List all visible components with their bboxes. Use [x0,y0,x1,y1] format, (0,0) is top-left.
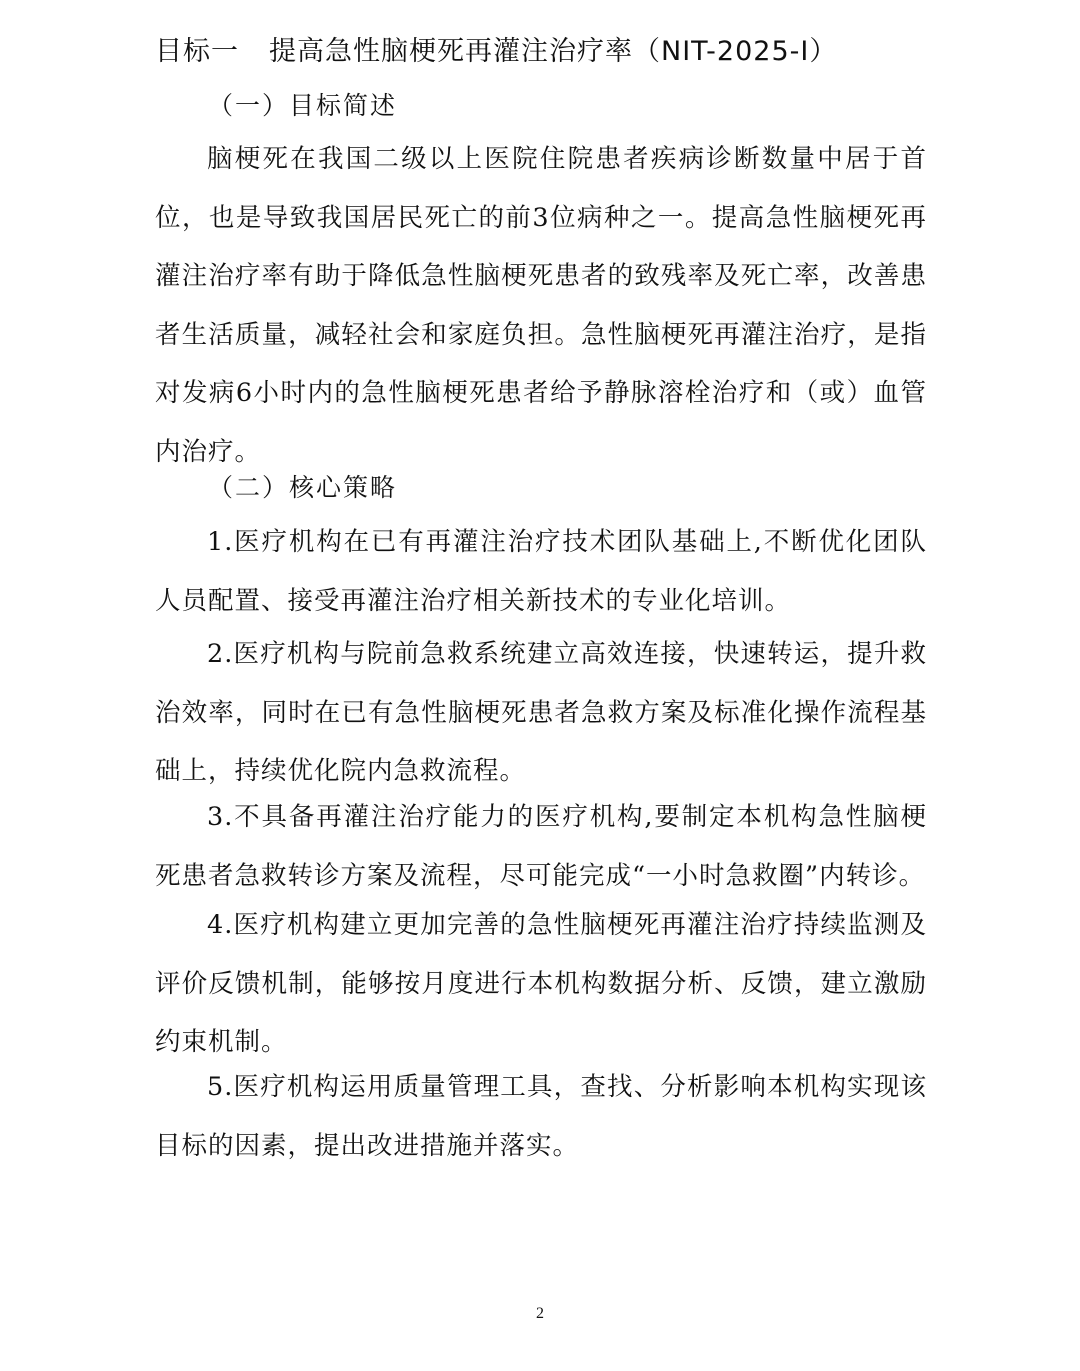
strategy-item-4: 4.医疗机构建立更加完善的急性脑梗死再灌注治疗持续监测及评价反馈机制，能够按月度进行本机构数据分析、反馈，建立激励约束机制。 [155,910,927,1057]
document-title [155,30,837,74]
page-number: 2 [536,1305,544,1322]
goal-title-text: 提高急性脑梗死再灌注治疗率（NIT-2025-I） [269,36,838,67]
goal-label: 目标一 [155,36,239,67]
strategy-item-5: 5.医疗机构运用质量管理工具，查找、分析影响本机构实现该目标的因素，提出改进措施并落实。 [155,1072,927,1161]
section-heading-strategy: （二）核心策略 [208,473,398,502]
section-heading-overview: （一）目标简述 [208,91,398,120]
overview-paragraph: 脑梗死在我国二级以上医院住院患者疾病诊断数量中居于首位，也是导致我国居民死亡的前3位病种之一。提高急性脑梗死再灌注治疗率有助于降低急性脑梗死患者的致残率及死亡率，改善患者生活质量，减轻社会和家庭负担。急性脑梗死再灌注治疗，是指对发病6小时内的急性脑梗死患者给予静脉溶栓治疗和（或）血管内治疗。 [155,144,927,467]
strategy-item-1: 1.医疗机构在已有再灌注治疗技术团队基础上,不断优化团队人员配置、接受再灌注治疗相关新技术的专业化培训。 [155,527,927,616]
strategy-item-2: 2.医疗机构与院前急救系统建立高效连接，快速转运，提升救治效率，同时在已有急性脑梗死患者急救方案及标准化操作流程基础上，持续优化院内急救流程。 [155,639,927,786]
strategy-item-3: 3.不具备再灌注治疗能力的医疗机构,要制定本机构急性脑梗死患者急救转诊方案及流程，尽可能完成“一小时急救圈”内转诊。 [155,802,927,891]
